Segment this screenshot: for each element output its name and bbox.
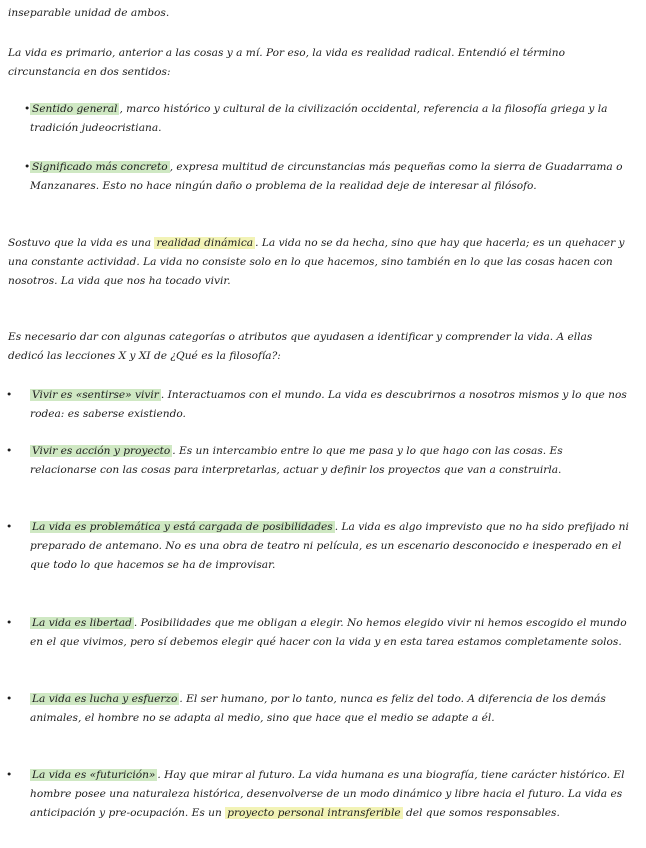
highlight: La vida es libertad — [32, 617, 132, 629]
highlight: La vida es lucha y esfuerzo — [32, 693, 178, 705]
highlight: Vivir es «sentirse» vivir — [32, 389, 159, 401]
bullet-item: • La vida es problemática y está cargada de posibilidades . La vida es algo imprevisto que no ha sido prefijado ni preparado de antemano. No es una obra de teatro ni película, es un escenario desconocido e inesperado en el que todo lo que hacemos se ha de improvisar. — [6, 521, 629, 571]
bullet-item: • La vida es lucha y esfuerzo . El ser humano, por lo tanto, nunca es feliz del todo. A diferencia de los demás animales, el hombre no se adapta al medio, sino que hace que el medio se adapte a él. — [6, 693, 606, 724]
paragraph: Es necesario dar con algunas categorías o atributos que ayudasen a identificar y comprender la vida. A ellas dedicó las lecciones X y XI de ¿Qué es la filosofía?: — [8, 331, 593, 362]
text-line: inseparable unidad de ambos. — [8, 7, 170, 19]
highlight: La vida es «futurición» — [32, 769, 156, 781]
highlight: proyecto personal intransferible — [227, 807, 401, 819]
bullet-item: • La vida es libertad . Posibilidades que me obligan a elegir. No hemos elegido vivir ni hemos escogido el mundo en el que vivimos, pero sí debemos elegir qué hacer con la vida y en esta tarea estamos completamente solos. — [6, 617, 627, 648]
bullet-item: • Sentido general , marco histórico y cultural de la civilización occidental, referencia a la filosofía griega y la tradición judeocristiana. — [24, 103, 608, 134]
bullet-item: • Significado más concreto , expresa multitud de circunstancias más pequeñas como la sierra de Guadarrama o Manzanares. Esto no hace ningún daño o problema de la realidad deje de interesar al filósofo. — [24, 161, 623, 192]
bullet-item: • Vivir es «sentirse» vivir . Interactuamos con el mundo. La vida es descubrirnos a nosotros mismos y lo que nos rodea: es saberse existiendo. — [6, 389, 627, 420]
highlight: La vida es problemática y está cargada de posibilidades — [32, 521, 333, 533]
bullet-item: • Vivir es acción y proyecto . Es un intercambio entre lo que me pasa y lo que hago con las cosas. Es relacionarse con las cosas para interpretarlas, actuar y definir los proyectos que van a construirla. — [6, 445, 563, 476]
highlight: Significado más concreto — [32, 161, 168, 173]
bullet-item: • La vida es «futurición» . Hay que mirar al futuro. La vida humana es una biografía, tiene carácter histórico. El hombre posee una naturaleza histórica, desenvolverse de un modo dinámico y libre hacia el futuro. La vida es anticipación y pre-ocupación. Es un proyecto personal intransferible del que somos responsables. — [6, 769, 625, 819]
highlight: Vivir es acción y proyecto — [32, 445, 171, 457]
highlight: realidad dinámica — [156, 237, 254, 249]
paragraph: Sostuvo que la vida es una realidad dinámica . La vida no se da hecha, sino que hay que hacerla; es un quehacer y una constante actividad. La vida no consiste solo en lo que hacemos, sino también en lo que las cosas hacen con nosotros. La vida que nos ha tocado vivir. — [8, 237, 625, 287]
intro-paragraph: La vida es primario, anterior a las cosas y a mí. Por eso, la vida es realidad radical. Entendió el término circunstancia en dos sentidos: — [8, 47, 565, 78]
highlight: Sentido general — [32, 103, 118, 115]
